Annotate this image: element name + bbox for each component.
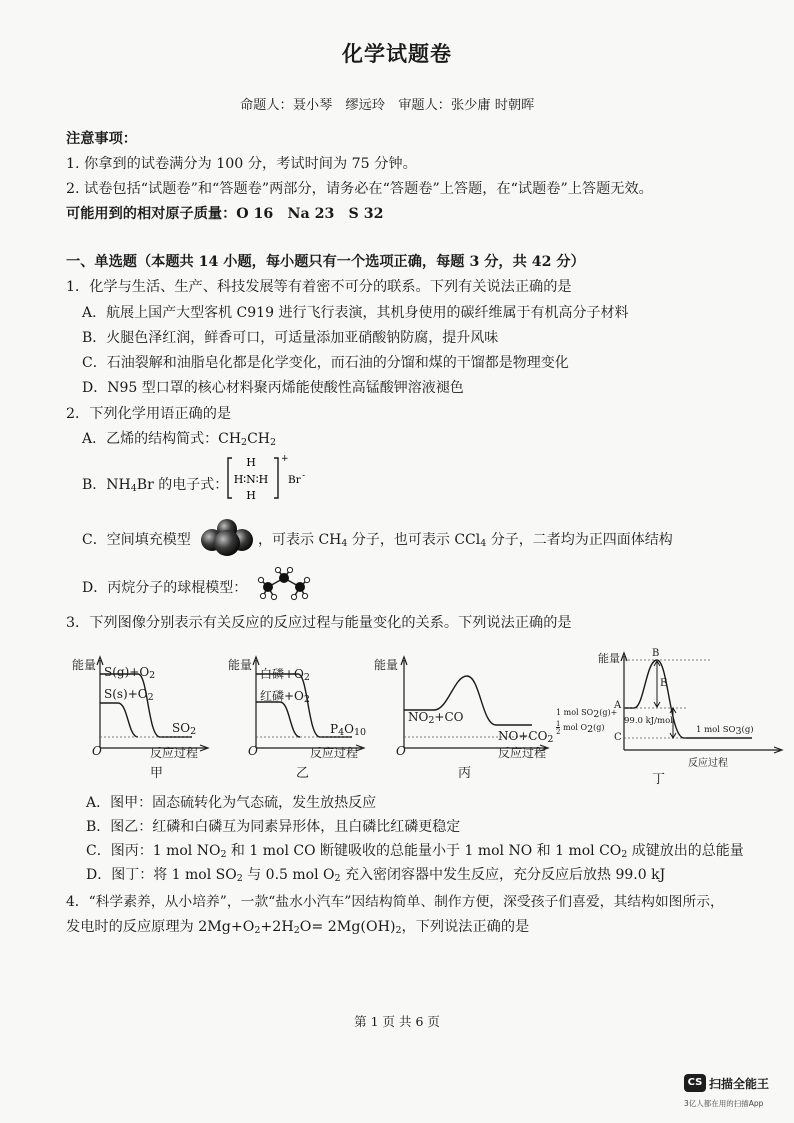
- ding-left-line1: 1 mol $SO_2(g)+$: [556, 708, 618, 720]
- scanner-name: 扫描全能王: [709, 1076, 770, 1091]
- yi-energy-label: 能量: [228, 658, 253, 672]
- q4-line-2: 发电时的反应原理为 $2Mg+O_2+2H_2O= 2Mg(OH)_2$，下列说法正确的是: [66, 919, 530, 936]
- formula-h-bottom: H: [246, 489, 256, 502]
- q3-option-c: C．图丙：1 mol $NO_2$ 和 1 mol CO 断键吸收的总能量小于 1 mol NO 和 1 mol $CO_2$ 成键放出的总能量: [86, 843, 744, 860]
- section-heading: 一、单选题（本题共 14 小题，每小题只有一个选项正确，每题 3 分，共 42 分）: [66, 254, 585, 270]
- q2-option-c-text: ，可表示 $CH_4$ 分子，也可表示 CCl$_4$ 分子，二者均为正四面体结构: [258, 532, 673, 549]
- formula-plus: +: [281, 454, 289, 464]
- scanner-logo: CS: [684, 1074, 706, 1092]
- q2-option-d: D．丙烷分子的球棍模型：: [82, 580, 248, 596]
- bing-origin: O: [396, 744, 406, 758]
- ding-right-label: 1 mol $SO_3(g)$: [696, 725, 754, 737]
- q1-option-b: B．火腿色泽红润，鲜香可口，可适量添加亚硝酸钠防腐，提升风味: [82, 330, 499, 346]
- authors-line: 命题人：聂小琴 缪远玲 审题人：张少庸 时朝晖: [240, 98, 535, 113]
- jia-product-label: $SO_2$: [172, 721, 197, 737]
- notice-item-2: 2. 试卷包括“试题卷”和“答题卷”两部分，请务必在“答题卷”上答题，在“试题卷”上答题无效。: [66, 181, 653, 197]
- formula-middle: H∶N∶H: [233, 473, 269, 486]
- space-filling-model-image: [198, 518, 256, 556]
- page-title: 化学试题卷: [342, 41, 452, 66]
- yi-caption: 乙: [296, 766, 310, 781]
- formula-minus: -: [302, 471, 306, 481]
- q3-option-a: A．图甲：固态硫转化为气态硫，发生放热反应: [86, 795, 377, 811]
- q2-option-a: A．乙烯的结构简式：$CH_2CH_2$: [82, 431, 277, 448]
- atomic-mass-line: 可能用到的相对原子质量：O 16 Na 23 S 32: [66, 206, 384, 222]
- yi-product-label: $P_4O_{10}$: [330, 722, 367, 738]
- jia-energy-label: 能量: [72, 658, 97, 672]
- yi-progress-label: 反应过程: [310, 746, 359, 760]
- yi-origin: O: [248, 744, 258, 758]
- ding-point-a: A: [614, 700, 622, 711]
- graph-yi: [228, 652, 368, 780]
- ammonium-electron-formula: [226, 452, 316, 504]
- q1-stem: 1．化学与生活、生产、科技发展等有着密不可分的联系。下列有关说法正确的是: [66, 279, 572, 295]
- jia-caption: 甲: [150, 766, 164, 781]
- scanner-watermark: [684, 1074, 769, 1092]
- q4-line-1: 4．“科学素养，从小培养”，一款“盐水小汽车”因结构简单、制作方便，深受孩子们喜爱，其结构如图所示，: [66, 894, 724, 910]
- bing-reactant-label: $NO_2+CO$: [408, 710, 464, 726]
- ding-left-line2: $\frac{1}{2}$ mol $O_2(g)$: [556, 720, 605, 736]
- ding-point-b: B: [652, 648, 660, 659]
- bing-product-label: $NO+CO_2$: [498, 729, 554, 745]
- q1-option-a: A．航展上国产大型客机 C919 进行飞行表演，其机身使用的碳纤维属于有机高分子材料: [82, 305, 629, 321]
- bing-progress-label: 反应过程: [498, 746, 547, 760]
- notice-heading: 注意事项：: [66, 131, 137, 147]
- yi-upper-label: 白磷$+O_2$: [260, 667, 310, 683]
- scanner-tagline: 3亿人都在用的扫描App: [684, 1099, 764, 1108]
- page-footer: 第 1 页 共 6 页: [354, 1014, 440, 1029]
- q3-stem: 3．下列图像分别表示有关反应的反应过程与能量变化的关系。下列说法正确的是: [66, 615, 572, 631]
- q2-stem: 2．下列化学用语正确的是: [66, 406, 232, 422]
- q2-option-b: B．$NH_4Br$ 的电子式：: [82, 477, 229, 494]
- graph-ding: [556, 646, 786, 787]
- notice-item-1: 1. 你拿到的试卷满分为 100 分，考试时间为 75 分钟。: [66, 156, 417, 172]
- bing-caption: 丙: [458, 766, 472, 781]
- jia-progress-label: 反应过程: [150, 746, 199, 760]
- q3-option-b: B．图乙：红磷和白磷互为同素异形体，且白磷比红磷更稳定: [86, 819, 461, 835]
- q3-option-d: D．图丁：将 1 mol $SO_2$ 与 0.5 mol $O_2$ 充入密闭容器中发生反应，充分反应后放热 99.0 kJ: [86, 867, 666, 884]
- q1-option-d: D．N95 型口罩的核心材料聚丙烯能使酸性高锰酸钾溶液褪色: [82, 380, 464, 396]
- formula-h-top: H: [246, 456, 256, 469]
- formula-br: Br: [288, 474, 301, 486]
- graph-bing: [372, 652, 552, 780]
- ding-caption: 丁: [652, 772, 666, 787]
- jia-lower-label: $S(s)+O_2$: [104, 687, 154, 703]
- ding-e-label: E: [660, 678, 668, 689]
- jia-upper-label: $S(g)+O_2$: [104, 665, 156, 681]
- ding-energy-label: 能量: [598, 652, 620, 665]
- jia-origin: O: [92, 744, 102, 758]
- ding-progress-label: 反应过程: [688, 758, 728, 769]
- yi-lower-label: 红磷$+O_2$: [260, 689, 310, 705]
- bing-energy-label: 能量: [374, 658, 399, 672]
- q2-option-c-prefix: C．空间填充模型: [82, 532, 191, 548]
- ding-point-c: C: [614, 732, 622, 743]
- q1-option-c: C．石油裂解和油脂皂化都是化学变化，而石油的分馏和煤的干馏都是物理变化: [82, 355, 569, 371]
- graph-jia: [72, 652, 212, 780]
- ball-stick-model-image: [256, 566, 314, 602]
- ding-dh-label: 99.0 kJ/mol: [624, 716, 673, 726]
